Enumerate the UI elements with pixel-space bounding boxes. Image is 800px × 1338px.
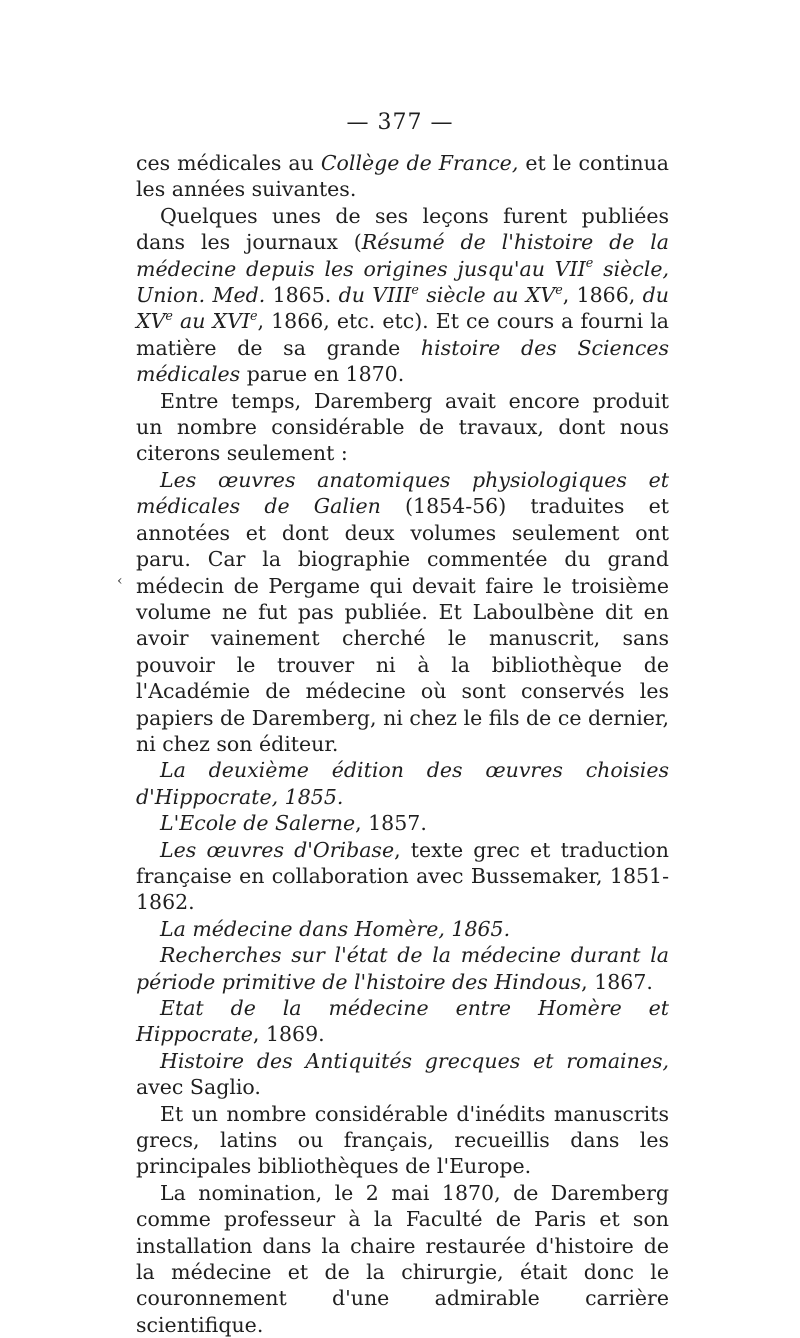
text-run: 1865. xyxy=(265,283,339,308)
superscript: e xyxy=(555,281,563,297)
text-run: , 1857. xyxy=(355,811,427,836)
superscript: e xyxy=(165,307,173,323)
text-run: , 1869. xyxy=(252,1022,325,1047)
text-run: ces médicales au xyxy=(136,151,321,175)
paragraph-1 xyxy=(136,150,669,203)
title-run: siècle, Union. Med. xyxy=(136,256,669,308)
title-run: du XV xyxy=(136,283,669,334)
text-run: et le continua les années suivantes. xyxy=(136,151,669,202)
italic-run: L'Ecole de Salerne xyxy=(160,811,356,836)
italic-run xyxy=(339,283,563,307)
italic-run: La deuxième édition des œuvres choisies d'Hippocrate, 1855. xyxy=(136,758,669,809)
paragraph-7 xyxy=(136,837,669,916)
paragraph-5 xyxy=(136,757,669,810)
page-number: — 377 — xyxy=(346,110,454,135)
text-run: Quelques unes de ses leçons furent publiées dans les journaux ( xyxy=(136,203,669,255)
paragraph-9 xyxy=(136,942,669,995)
text-run: parue en 1870. xyxy=(240,362,405,387)
text-run: , 1867. xyxy=(581,969,653,994)
paragraph-13: La nomination, le 2 mai 1870, de Daremberg comme professeur à la Faculté de Paris et son installation dans la chaire restaurée d'histoire de la médecine et de la chirurgie, était donc le couronnement d'une admirable carrière scientifique. xyxy=(136,1180,669,1337)
superscript: e xyxy=(585,255,594,271)
italic-run: Les œuvres anatomiques physiologiques et médicales de Galien xyxy=(136,467,669,519)
paragraph-6 xyxy=(136,810,669,836)
italic-run: histoire des Sciences médicales xyxy=(136,335,669,387)
text-run: , texte grec et traduction française en collaboration avec Bussemaker, 1851-1862. xyxy=(136,837,669,915)
paragraph-2 xyxy=(136,203,669,388)
text-run: avec Saglio. xyxy=(136,1075,261,1100)
text-run: (1854-56) traduites et annotées et dont deux volumes seulement ont paru. Car la biographie commentée du grand médecin de Pergame qui devait faire le troisième volume ne fut pas publiée. Et Laboulbène dit en avoir vainement cherché le manuscrit, sans pouvoir le trouver ni à la bibliothèque de l'Académie de médecine où sont conservés les papiers de Daremberg, ni chez le fils de ce dernier, ni chez son éditeur. xyxy=(136,494,669,756)
paragraph-10 xyxy=(136,995,669,1048)
title-run: siècle au XV xyxy=(418,283,556,308)
paragraph-8 xyxy=(136,916,669,942)
superscript: e xyxy=(250,307,258,323)
italic-run: Collège de France, xyxy=(320,151,519,175)
italic-run: Les œuvres d'Oribase xyxy=(160,837,395,862)
title-run: au XVI xyxy=(172,309,251,334)
text-run: , 1866, etc. etc). Et ce cours a fourni la matière de sa grande xyxy=(136,309,669,360)
paragraph-11 xyxy=(136,1048,669,1101)
margin-mark: ‹ xyxy=(117,573,123,589)
superscript: e xyxy=(411,281,419,297)
paragraph-3: Entre temps, Daremberg avait encore produit un nombre considérable de travaux, dont nous citerons seulement : xyxy=(136,388,669,466)
italic-run: Etat de la médecine entre Homère et Hippocrate xyxy=(136,996,669,1047)
page-body xyxy=(136,150,669,1338)
italic-run: La médecine dans Homère, 1865. xyxy=(160,916,511,941)
italic-run: Histoire des Antiquités grecques et romaines, xyxy=(160,1048,669,1073)
title-run: Résumé de l'histoire de la médecine depuis les origines jusqu'au VII xyxy=(136,230,669,281)
paragraph-12: Et un nombre considérable d'inédits manuscrits grecs, latins ou français, recueillis dans les principales bibliothèques de l'Europe. xyxy=(136,1101,669,1179)
title-run: du VIII xyxy=(338,283,412,308)
italic-run: Recherches sur l'état de la médecine durant la période primitive de l'histoire des Hindous xyxy=(136,943,669,994)
paragraph-4 xyxy=(136,467,669,757)
text-run: , 1866, xyxy=(562,283,643,308)
